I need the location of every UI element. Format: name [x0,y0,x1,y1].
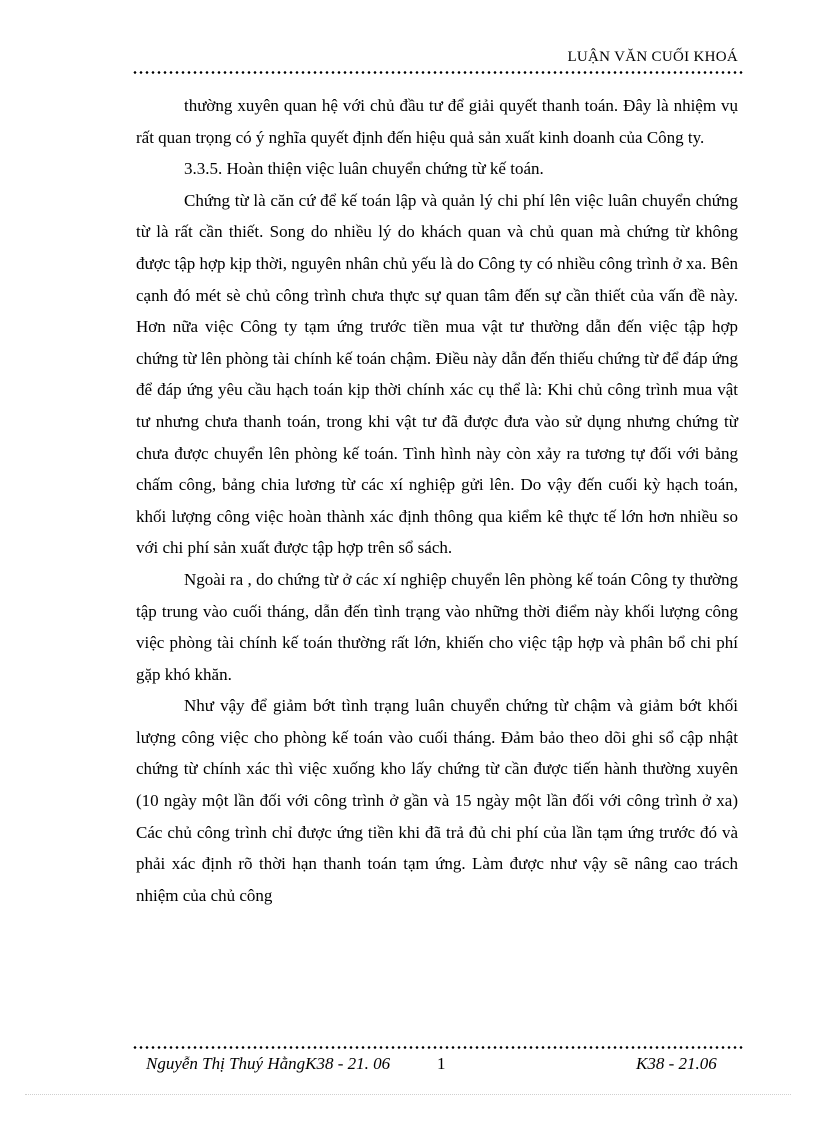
header-dotted-rule [132,71,744,74]
paragraph-continuation: thường xuyên quan hệ với chủ đầu tư để giải quyết thanh toán. Đây là nhiệm vụ rất quan trọng có ý nghĩa quyết định đến hiệu quả sản xuất kinh doanh của Công ty. [136,96,738,147]
document-body [136,90,738,911]
paragraph: Chứng từ là căn cứ để kế toán lập và quản lý chi phí lên việc luân chuyển chứng từ là rất cần thiết. Song do nhiều lý do khách quan và chủ quan mà chứng từ không được tập hợp kịp thời, nguyên nhân chủ yếu là do Công ty có nhiều công trình ở xa. Bên cạnh đó mét sè chủ công trình chưa thực sự quan tâm đến sự cần thiết của vấn đề này. Hơn nữa việc Công ty tạm ứng trước tiền mua vật tư thường dẫn đến việc tập hợp chứng từ lên phòng tài chính kế toán chậm. Điều này dẫn đến thiếu chứng từ để đáp ứng để đáp ứng yêu cầu hạch toán kịp thời chính xác cụ thể là: Khi chủ công trình mua vật tư nhưng chưa thanh toán, trong khi vật tư đã được đưa vào sử dụng nhưng chứng từ chưa được chuyển lên phòng kế toán. Tình hình này còn xảy ra tương tự đối với bảng chấm công, bảng chia lương từ các xí nghiệp gửi lên. Do vậy đến cuối kỳ hạch toán, khối lượng công việc hoàn thành xác định thông qua kiểm kê thực tế lớn hơn nhiều so với chi phí sản xuất được tập hợp trên sổ sách. [136,190,738,558]
section-heading: 3.3.5. Hoàn thiện việc luân chuyển chứng từ kế toán. [184,159,544,179]
footer-class-code: K38 - 21.06 [636,1054,717,1073]
running-header-title: LUẬN VĂN CUỐI KHOÁ [567,49,738,65]
footer-page-number: 1 [437,1054,446,1073]
page-bottom-border [25,1094,791,1096]
footer-author: Nguyễn Thị Thuý HằngK38 - 21. 06 [146,1054,391,1073]
footer-dotted-rule [132,1046,744,1049]
paragraph: Như vậy để giảm bớt tình trạng luân chuyển chứng từ chậm và giảm bớt khối lượng công việc cho phòng kế toán vào cuối tháng. Đảm bảo theo dõi ghi sổ cập nhật chứng từ chính xác thì việc xuống kho lấy chứng từ cần được tiến hành thường xuyên (10 ngày một lần đối với công trình ở gần và 15 ngày một lần đối với công trình ở xa) Các chủ công trình chỉ được ứng tiền khi đã trả đủ chi phí của lần tạm ứng trước đó và phải xác định rõ thời hạn thanh toán tạm ứng. Làm được như vậy sẽ nâng cao trách nhiệm của chủ công [136,696,738,905]
paragraph: Ngoài ra , do chứng từ ở các xí nghiệp chuyển lên phòng kế toán Công ty thường tập trung vào cuối tháng, dẫn đến tình trạng vào những thời điểm này khối lượng công việc phòng tài chính kế toán thường rất lớn, khiến cho việc tập hợp và phân bổ chi phí gặp khó khăn. [136,569,738,684]
